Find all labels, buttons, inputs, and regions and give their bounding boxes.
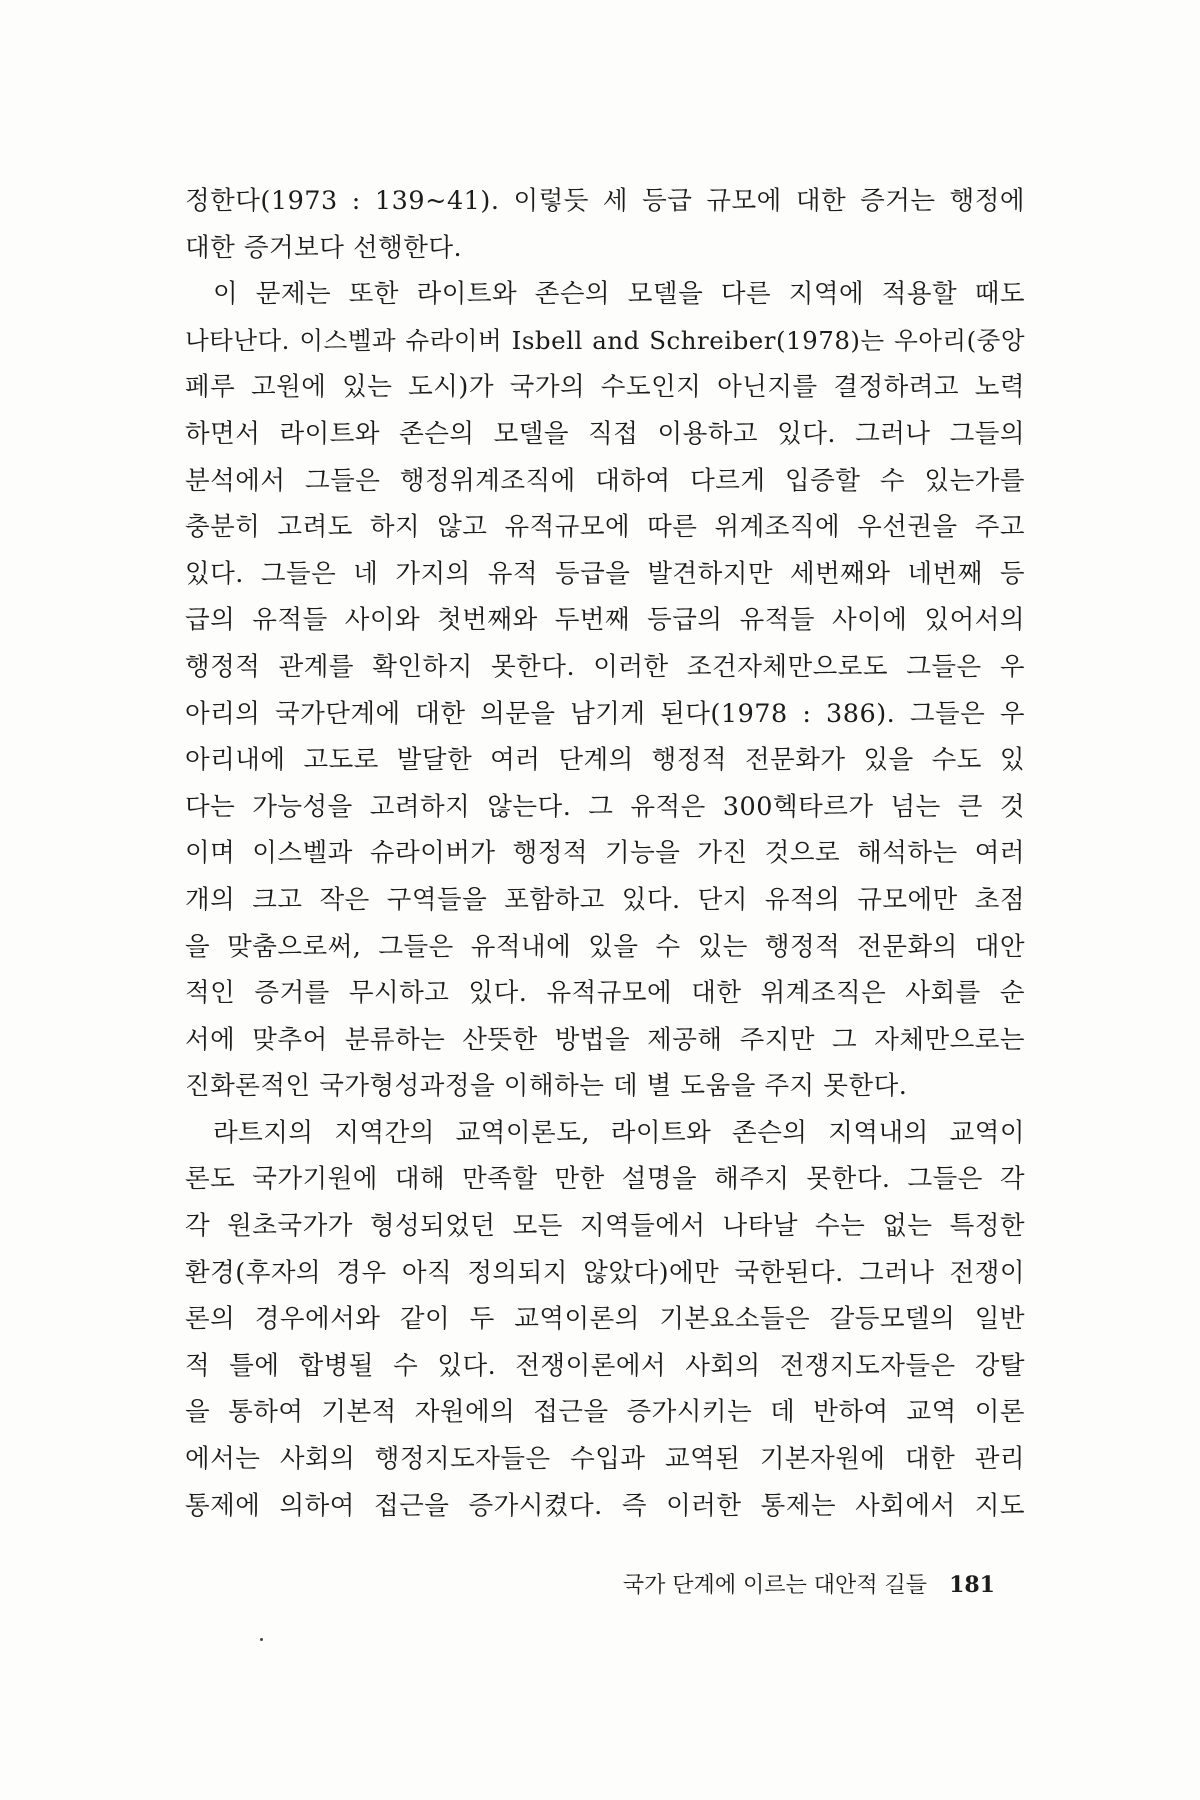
body-line: 각 원초국가가 형성되었던 모든 지역들에서 나타날 수는 없는 특정한: [185, 1211, 1025, 1242]
body-line: 통제에 의하여 접근을 증가시켰다. 즉 이러한 통제는 사회에서 지도: [185, 1490, 1025, 1521]
body-line: 적인 증거를 무시하고 있다. 유적규모에 대한 위계조직은 사회를 순: [185, 978, 1025, 1009]
body-line: 충분히 고려도 하지 않고 유적규모에 따른 위계조직에 우선권을 주고: [185, 512, 1025, 543]
body-line: 행정적 관계를 확인하지 못한다. 이러한 조건자체만으로도 그들은 우: [185, 651, 1025, 682]
body-line: 정한다(1973 : 139~41). 이렇듯 세 등급 규모에 대한 증거는 행정에: [185, 186, 1025, 216]
body-line: 서에 맞추어 분류하는 산뜻한 방법을 제공해 주지만 그 자체만으로는: [185, 1024, 1025, 1055]
body-line: 분석에서 그들은 행정위계조직에 대하여 다르게 입증할 수 있는가를: [185, 465, 1025, 496]
body-line: 을 맞춤으로써, 그들은 유적내에 있을 수 있는 행정적 전문화의 대안: [185, 931, 1025, 962]
scan-speck: [260, 1638, 263, 1641]
paragraph-start-line: 라트지의 지역간의 교역이론도, 라이트와 존슨의 지역내의 교역이: [213, 1117, 1025, 1148]
body-line: 에서는 사회의 행정지도자들은 수입과 교역된 기본자원에 대한 관리: [185, 1444, 1025, 1475]
page-number: 181: [949, 1572, 995, 1598]
body-line: 론도 국가기원에 대해 만족할 만한 설명을 해주지 못한다. 그들은 각: [185, 1164, 1025, 1195]
page-footer: [623, 1568, 995, 1599]
body-line: 진화론적인 국가형성과정을 이해하는 데 별 도움을 주지 못한다.: [185, 1071, 908, 1102]
body-line: 개의 크고 작은 구역들을 포함하고 있다. 단지 유적의 규모에만 초점: [185, 884, 1025, 915]
body-line: 나타난다. 이스벨과 슈라이버 Isbell and Schreiber(1978)는 우아리(중앙: [185, 325, 1025, 355]
body-line: 적 틀에 합병될 수 있다. 전쟁이론에서 사회의 전쟁지도자들은 강탈: [185, 1350, 1025, 1381]
body-line: 아리의 국가단계에 대한 의문을 남기게 된다(1978 : 386). 그들은 우: [185, 698, 1025, 729]
body-line: 환경(후자의 경우 아직 정의되지 않았다)에만 국한된다. 그러나 전쟁이: [185, 1257, 1025, 1288]
body-line: 아리내에 고도로 발달한 여러 단계의 행정적 전문화가 있을 수도 있: [185, 745, 1025, 776]
body-line: 대한 증거보다 선행한다.: [185, 232, 463, 263]
body-line: 급의 유적들 사이와 첫번째와 두번째 등급의 유적들 사이에 있어서의: [185, 605, 1025, 636]
body-line: 이며 이스벨과 슈라이버가 행정적 기능을 가진 것으로 해석하는 여러: [185, 838, 1025, 869]
body-line: 페루 고원에 있는 도시)가 국가의 수도인지 아닌지를 결정하려고 노력: [185, 372, 1025, 403]
paragraph-start-line: 이 문제는 또한 라이트와 존슨의 모델을 다른 지역에 적용할 때도: [213, 279, 1025, 310]
body-line: 론의 경우에서와 같이 두 교역이론의 기본요소들은 갈등모델의 일반: [185, 1304, 1025, 1335]
body-line: 하면서 라이트와 존슨의 모델을 직접 이용하고 있다. 그러나 그들의: [185, 418, 1025, 449]
body-line: 다는 가능성을 고려하지 않는다. 그 유적은 300헥타르가 넘는 큰 것: [185, 791, 1025, 822]
body-text: [185, 178, 1025, 1529]
body-line: 을 통하여 기본적 자원에의 접근을 증가시키는 데 반하여 교역 이론: [185, 1397, 1025, 1428]
running-title: 국가 단계에 이르는 대안적 길들: [622, 1573, 928, 1598]
body-line: 있다. 그들은 네 가지의 유적 등급을 발견하지만 세번째와 네번째 등: [185, 558, 1025, 589]
